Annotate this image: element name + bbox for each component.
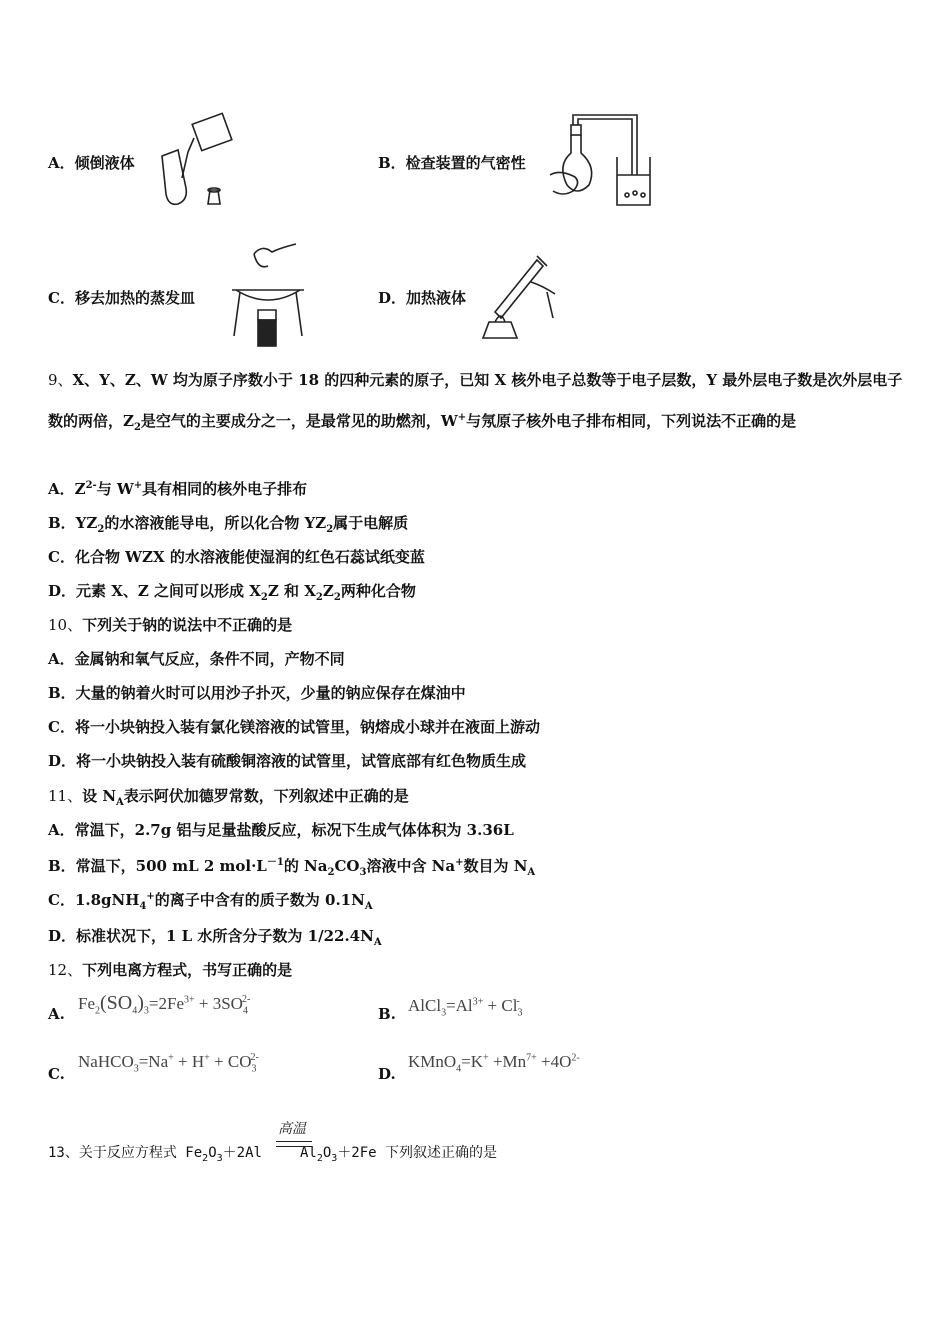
q9-option-b xyxy=(48,512,408,535)
q9-b-sub-1: 2 xyxy=(97,524,105,535)
q12-a-3: ) xyxy=(137,992,144,1014)
q9-stem-text-2: 是空气的主要成分之一，是最常见的助燃剂，W xyxy=(140,412,458,430)
q11-c-text-2: 的离子中含有的质子数为 0.1N xyxy=(154,891,365,909)
q12-equation-b xyxy=(408,996,523,1019)
q8-option-c: C．移去加热的蒸发皿 xyxy=(48,289,195,307)
q12-a-sub-2: 4 xyxy=(132,1005,138,1017)
q9-sup: + xyxy=(457,412,467,423)
pouring-liquid-illustration xyxy=(148,108,238,213)
q13-text-6: ＋2Fe 下列叙述正确的是 xyxy=(337,1145,498,1161)
q9-b-text-1: B．YZ xyxy=(48,514,98,532)
q8-option-b: B．检查装置的气密性 xyxy=(378,154,526,172)
q12-b-1: AlCl xyxy=(408,996,442,1015)
q13-condition: 高温 xyxy=(278,1121,306,1137)
q13-stem xyxy=(48,1142,497,1164)
q13-text-2: O xyxy=(208,1145,217,1161)
q11-b-sub-1: 2 xyxy=(327,867,335,878)
q11-d-sub-1: A xyxy=(373,937,382,948)
q12-b-sup-1: 3+ xyxy=(472,996,484,1008)
q11-b-sup-2: + xyxy=(455,857,464,868)
q11-option-d xyxy=(48,925,382,948)
q12-a-sup-1: 3+ xyxy=(184,994,195,1006)
q12-c-2: =Na xyxy=(138,1052,169,1071)
q12-label-c: C. xyxy=(48,1065,65,1083)
q11-b-text-4: 溶液中含 Na xyxy=(366,857,456,875)
q12-label-a: A. xyxy=(48,1005,65,1023)
q9-d-sub-3: 2 xyxy=(333,592,341,603)
q9-d-text-3: Z xyxy=(322,582,334,600)
q11-stem-text-2: 表示阿伏加德罗常数，下列叙述中正确的是 xyxy=(123,787,409,805)
q13-sub-2: 3 xyxy=(216,1152,223,1164)
heating-liquid-illustration xyxy=(475,252,565,347)
q9-stem xyxy=(48,362,908,446)
q11-c-sub-2: A xyxy=(364,901,373,912)
q9-d-sub-1: 2 xyxy=(260,592,268,603)
q12-a-1: Fe xyxy=(78,994,95,1013)
q12-a-sub-3: 3 xyxy=(143,1005,149,1017)
q12-equation-d xyxy=(408,1052,580,1074)
q12-d-4: +4O xyxy=(536,1052,572,1071)
q9-number: 9、 xyxy=(48,371,73,389)
q9-sub: 2 xyxy=(133,422,141,433)
q13-text-3: ＋2Al xyxy=(222,1145,262,1161)
q10-option-a: A．金属钠和氧气反应，条件不同，产物不同 xyxy=(48,650,345,668)
q13-text-4: Al xyxy=(299,1145,317,1161)
q12-number: 12、 xyxy=(48,961,83,979)
q11-b-sup-1: －1 xyxy=(266,857,284,868)
q12-d-2: =K xyxy=(461,1052,484,1071)
q10-option-d: D．将一小块钠投入装有硫酸铜溶液的试管里，试管底部有红色物质生成 xyxy=(48,752,527,770)
q11-b-text-2: 的 Na xyxy=(283,857,328,875)
q12-c-sub-2: 3 xyxy=(251,1063,257,1075)
q11-b-text-5: 数目为 N xyxy=(463,857,528,875)
q9-option-d xyxy=(48,580,416,603)
q12-a-sup-2: 2- xyxy=(241,994,251,1006)
q10-number: 10、 xyxy=(48,616,83,634)
q12-equation-c xyxy=(78,1052,259,1074)
q9-b-text-2: 的水溶液能导电，所以化合物 YZ xyxy=(104,514,327,532)
q12-c-4: + CO xyxy=(209,1052,252,1071)
q10-option-b: B．大量的钠着火时可以用沙子扑灭，少量的钠应保存在煤油中 xyxy=(48,684,466,702)
q10-stem xyxy=(48,614,292,635)
q12-a-sub-1: 2 xyxy=(95,1005,100,1017)
q10-option-c: C．将一小块钠投入装有氯化镁溶液的试管里，钠熔成小球并在液面上游动 xyxy=(48,718,540,736)
q12-b-3: + Cl xyxy=(483,996,518,1015)
q12-b-sup-2: - xyxy=(516,996,520,1008)
q9-d-text-4: 两种化合物 xyxy=(340,582,416,600)
q11-c-sub-1: 4 xyxy=(139,901,147,912)
q11-b-sub-3: A xyxy=(527,867,536,878)
q12-a-5: + 3SO xyxy=(194,994,243,1013)
q13-sub-4: 3 xyxy=(331,1152,338,1164)
q12-equation-a xyxy=(78,992,250,1016)
q12-c-sup-2: + xyxy=(204,1052,210,1064)
q9-a-text-3: 具有相同的核外电子排布 xyxy=(142,480,308,498)
q13-text-5: O xyxy=(322,1145,332,1161)
q11-stem xyxy=(48,785,409,808)
q9-a-text-1: A．Z xyxy=(48,480,86,498)
q11-d-text-1: D．标准状况下，1 L 水所含分子数为 1/22.4N xyxy=(48,927,374,945)
q9-d-text-2: Z 和 X xyxy=(267,582,316,600)
q12-label-b: B. xyxy=(378,1005,396,1023)
q9-d-sub-2: 2 xyxy=(315,592,323,603)
q13-sub-3: 2 xyxy=(316,1152,323,1164)
q12-c-sup-1: + xyxy=(168,1052,174,1064)
q12-c-3: + H xyxy=(173,1052,205,1071)
q12-b-2: =Al xyxy=(446,996,473,1015)
q12-a-sub-4: 4 xyxy=(242,1005,248,1017)
q12-label-d: D. xyxy=(378,1065,396,1083)
q9-d-text-1: D．元素 X、Z 之间可以形成 X xyxy=(48,582,261,600)
q10-stem-text: 下列关于钠的说法中不正确的是 xyxy=(82,616,293,634)
airtightness-check-illustration xyxy=(545,105,655,210)
evaporating-dish-illustration xyxy=(228,240,308,350)
q11-b-text-3: CO xyxy=(334,857,360,875)
q12-d-sup-3: 2- xyxy=(571,1052,580,1064)
q9-a-sup-1: 2- xyxy=(85,480,97,491)
q12-d-3: +Mn xyxy=(488,1052,527,1071)
q12-c-1: NaHCO xyxy=(78,1052,134,1071)
q12-d-sup-2: 7+ xyxy=(526,1052,537,1064)
q8-option-a: A．倾倒液体 xyxy=(48,154,135,172)
q13-number: 13、 xyxy=(48,1145,79,1161)
q9-a-text-2: 与 W xyxy=(96,480,134,498)
q11-c-text-1: C．1.8gNH xyxy=(48,891,140,909)
q12-c-sup-3: 2- xyxy=(250,1052,259,1064)
q12-stem-text: 下列电离方程式，书写正确的是 xyxy=(82,961,293,979)
q11-number: 11、 xyxy=(48,787,83,805)
q11-b-sub-2: 3 xyxy=(359,867,367,878)
q9-option-a xyxy=(48,478,307,499)
q9-a-sup-2: + xyxy=(133,480,143,491)
q11-stem-text-1: 设 N xyxy=(82,787,117,805)
q9-b-sub-2: 2 xyxy=(326,524,334,535)
q13-text-1: 关于反应方程式 Fe xyxy=(78,1145,203,1161)
q11-c-sup-1: + xyxy=(146,891,155,902)
q9-option-c: C．化合物 WZX 的水溶液能使湿润的红色石蕊试纸变蓝 xyxy=(48,548,425,566)
q12-d-sup-1: + xyxy=(483,1052,489,1064)
q12-b-sub-2: 3 xyxy=(517,1007,523,1019)
q12-a-4: =2Fe xyxy=(148,994,184,1013)
q12-a-2: (SO xyxy=(100,992,133,1014)
q12-d-1: KMnO xyxy=(408,1052,457,1071)
q12-stem xyxy=(48,959,292,980)
q8-option-d: D．加热液体 xyxy=(378,289,467,307)
q9-stem-text-1: X、Y、Z、W 均为原子序数小于 18 的四种元素的原子，已知 X 核外电子总数等于电子层数，Y 最外层电子数是次外层电子数的两倍，Z xyxy=(48,371,903,430)
q12-b-sub-1: 3 xyxy=(441,1007,447,1019)
q11-b-text-1: B．常温下，500 mL 2 mol·L xyxy=(48,857,267,875)
q11-option-c xyxy=(48,889,373,912)
q11-option-a: A．常温下，2.7g 铝与足量盐酸反应，标况下生成气体体积为 3.36L xyxy=(48,821,514,839)
q11-option-b xyxy=(48,853,535,878)
q9-stem-text-3: 与氖原子核外电子排布相同，下列说法不正确的是 xyxy=(466,412,797,430)
q12-d-sub-1: 4 xyxy=(456,1063,462,1075)
q11-sub: A xyxy=(116,797,124,808)
q9-b-text-3: 属于电解质 xyxy=(333,514,409,532)
q13-sub-1: 2 xyxy=(202,1152,209,1164)
q12-c-sub-1: 3 xyxy=(133,1063,139,1075)
